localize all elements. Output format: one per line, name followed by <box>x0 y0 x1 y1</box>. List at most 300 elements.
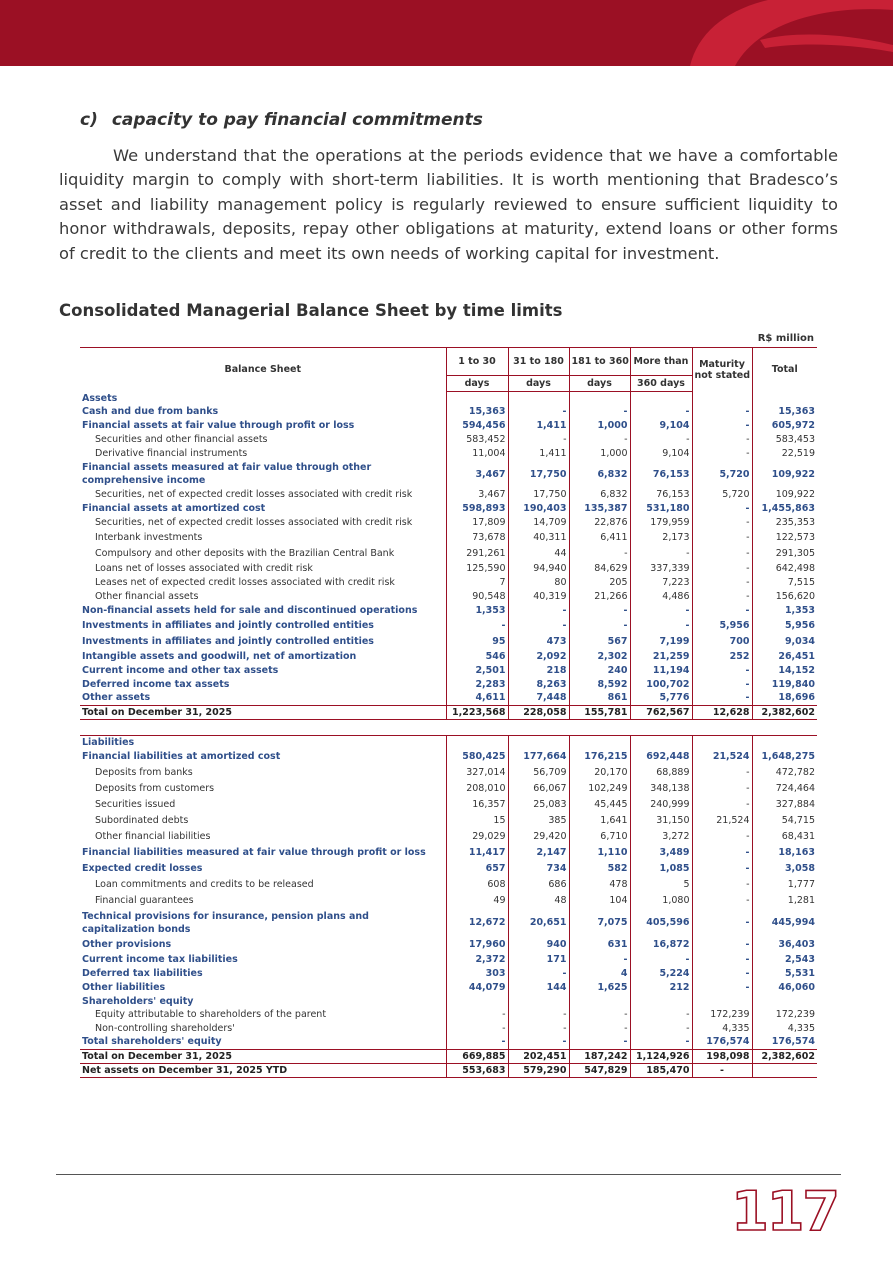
row-value: 40,311 <box>508 530 569 546</box>
unit-label: R$ million <box>757 333 814 344</box>
row-value: - <box>508 1035 569 1049</box>
row-value: - <box>446 1021 508 1035</box>
row-value: 235,353 <box>752 516 817 530</box>
row-value: 18,696 <box>752 691 817 705</box>
row-value: 109,922 <box>752 488 817 502</box>
row-value: - <box>692 937 752 953</box>
row-value: 20,651 <box>508 909 569 937</box>
row-value: 2,382,602 <box>752 1049 817 1063</box>
row-value: 7,515 <box>752 575 817 589</box>
row-value: 94,940 <box>508 562 569 576</box>
row-value: 579,290 <box>508 1063 569 1077</box>
table-row <box>80 877 817 893</box>
row-value <box>630 736 692 749</box>
row-value: 1,353 <box>446 603 508 617</box>
row-value: 1,223,568 <box>446 705 508 719</box>
header-maturity: Maturity not stated <box>692 348 752 392</box>
row-value: 4,486 <box>630 589 692 603</box>
row-value: - <box>692 677 752 691</box>
row-value: - <box>630 1021 692 1035</box>
row-value: - <box>692 781 752 797</box>
row-label: Technical provisions for insurance, pension plans and capitalization bonds <box>82 910 369 935</box>
table-row <box>80 460 817 488</box>
row-value: 177,664 <box>508 749 569 765</box>
row-label: Deposits from customers <box>95 783 215 794</box>
row-value: 8,263 <box>508 677 569 691</box>
header-days-3: days <box>569 376 630 392</box>
row-label: Equity attributable to shareholders of the parent <box>95 1008 327 1020</box>
header-balance-sheet: Balance Sheet <box>80 348 446 392</box>
row-value: 5,720 <box>692 460 752 488</box>
row-value: - <box>569 953 630 967</box>
table-row <box>80 1021 817 1035</box>
row-value: 3,058 <box>752 861 817 877</box>
row-value: - <box>630 546 692 562</box>
row-value: 17,809 <box>446 516 508 530</box>
table-row <box>80 861 817 877</box>
table-row <box>80 953 817 967</box>
row-label: Other assets <box>82 692 151 704</box>
row-value: - <box>630 953 692 967</box>
row-value: 179,959 <box>630 516 692 530</box>
row-value: - <box>692 405 752 419</box>
row-value: 95 <box>446 633 508 649</box>
table-row <box>80 691 817 705</box>
row-value: 1,281 <box>752 893 817 909</box>
table-row <box>80 829 817 845</box>
row-value: 155,781 <box>569 705 630 719</box>
row-value <box>508 995 569 1008</box>
table-row <box>80 705 817 719</box>
row-value: 1,353 <box>752 603 817 617</box>
row-value: 104 <box>569 893 630 909</box>
row-value: 76,153 <box>630 460 692 488</box>
row-label: Leases net of expected credit losses associated with credit risk <box>95 576 395 588</box>
row-value: 478 <box>569 877 630 893</box>
row-value: 5,720 <box>692 488 752 502</box>
row-value: - <box>692 909 752 937</box>
row-value: 26,451 <box>752 649 817 663</box>
row-value: 3,489 <box>630 845 692 861</box>
row-value: 15,363 <box>752 405 817 419</box>
row-value: - <box>569 1035 630 1049</box>
row-label: Financial assets at amortized cost <box>82 503 266 515</box>
row-label: Non-controlling shareholders' <box>95 1022 235 1034</box>
row-value: - <box>569 1008 630 1022</box>
row-label: Expected credit losses <box>82 863 203 874</box>
row-value: 190,403 <box>508 502 569 516</box>
row-value: 861 <box>569 691 630 705</box>
row-value: - <box>692 967 752 981</box>
row-value: 15,363 <box>446 405 508 419</box>
row-value <box>508 392 569 405</box>
row-value: 187,242 <box>569 1049 630 1063</box>
row-value: 2,092 <box>508 649 569 663</box>
row-value: - <box>692 546 752 562</box>
row-value <box>752 392 817 405</box>
row-value: 1,124,926 <box>630 1049 692 1063</box>
row-value: 531,180 <box>630 502 692 516</box>
row-value: 5,956 <box>752 617 817 633</box>
row-value: 9,104 <box>630 419 692 433</box>
row-label: Current income tax liabilities <box>82 954 238 965</box>
row-value: 125,590 <box>446 562 508 576</box>
row-value: - <box>692 589 752 603</box>
row-label: Financial assets measured at fair value through other comprehensive income <box>82 462 372 487</box>
header-banner <box>0 0 893 66</box>
row-value: - <box>446 1035 508 1049</box>
row-value: 605,972 <box>752 419 817 433</box>
table-row <box>80 546 817 562</box>
row-value: 90,548 <box>446 589 508 603</box>
table-row <box>80 663 817 677</box>
row-label: Financial assets at fair value through profit or loss <box>82 420 355 431</box>
row-value: 66,067 <box>508 781 569 797</box>
row-value: 156,620 <box>752 589 817 603</box>
row-value: - <box>569 1021 630 1035</box>
row-value: 598,893 <box>446 502 508 516</box>
row-value: 122,573 <box>752 530 817 546</box>
row-value: - <box>692 691 752 705</box>
row-value: 84,629 <box>569 562 630 576</box>
row-value: 1,455,863 <box>752 502 817 516</box>
header-181-360: 181 to 360 <box>569 348 630 376</box>
row-value: 14,709 <box>508 516 569 530</box>
heading-text: capacity to pay financial commitments <box>111 110 483 130</box>
body-paragraph: We understand that the operations at the periods evidence that we have a comfortable liquidity margin to comply with short-term liabilities. It is worth mentioning that Bradesco’s asset and liability management policy is regularly reviewed to ensure sufficient liquidity to honor withdrawals, deposits, repay other obligations at maturity, extend loans or other forms of credit to the clients and meet its own needs of working capital for investment. <box>59 146 838 263</box>
row-value: 22,519 <box>752 446 817 460</box>
table-row <box>80 937 817 953</box>
row-value: 1,777 <box>752 877 817 893</box>
row-label: Financial liabilities measured at fair value through profit or loss <box>82 847 426 858</box>
row-value: 473 <box>508 633 569 649</box>
row-value: 4 <box>569 967 630 981</box>
footer-divider <box>56 1174 841 1175</box>
row-value <box>752 1063 817 1077</box>
row-value: 642,498 <box>752 562 817 576</box>
row-label: Cash and due from banks <box>82 406 219 417</box>
row-value: 49 <box>446 893 508 909</box>
row-value: 202,451 <box>508 1049 569 1063</box>
row-value: - <box>692 845 752 861</box>
row-value: 2,147 <box>508 845 569 861</box>
row-value: 14,152 <box>752 663 817 677</box>
row-value: 1,648,275 <box>752 749 817 765</box>
row-value: 20,170 <box>569 765 630 781</box>
row-label: Assets <box>82 392 118 404</box>
row-value <box>508 736 569 749</box>
row-value: - <box>508 603 569 617</box>
row-value: 212 <box>630 981 692 995</box>
table-row <box>80 797 817 813</box>
row-label: Deferred tax liabilities <box>82 968 203 979</box>
row-value: - <box>508 1008 569 1022</box>
row-value: 2,382,602 <box>752 705 817 719</box>
row-value <box>752 995 817 1008</box>
row-value: 5,224 <box>630 967 692 981</box>
row-value: 100,702 <box>630 677 692 691</box>
table-row <box>80 765 817 781</box>
row-value: 7,199 <box>630 633 692 649</box>
row-label: Subordinated debts <box>95 815 189 826</box>
row-label: Shareholders' equity <box>82 995 194 1007</box>
row-value: 9,034 <box>752 633 817 649</box>
row-value: 109,922 <box>752 460 817 488</box>
assets-table <box>80 347 817 720</box>
row-value: - <box>630 1008 692 1022</box>
row-value: 76,153 <box>630 488 692 502</box>
row-value: - <box>692 502 752 516</box>
row-value: 208,010 <box>446 781 508 797</box>
row-value: 22,876 <box>569 516 630 530</box>
row-value: 567 <box>569 633 630 649</box>
row-label: Securities, net of expected credit losses associated with credit risk <box>95 489 413 501</box>
row-value: 21,524 <box>692 813 752 829</box>
row-value: - <box>446 617 508 633</box>
table-row <box>80 813 817 829</box>
row-value: - <box>692 953 752 967</box>
row-value: - <box>692 981 752 995</box>
row-value: 15 <box>446 813 508 829</box>
row-value: 176,215 <box>569 749 630 765</box>
row-value: - <box>569 433 630 447</box>
row-value: 46,060 <box>752 981 817 995</box>
table-row <box>80 392 817 405</box>
row-value: 68,889 <box>630 765 692 781</box>
row-value: - <box>508 433 569 447</box>
row-value: 218 <box>508 663 569 677</box>
row-value: - <box>692 1063 752 1077</box>
table-row <box>80 909 817 937</box>
row-label: Net assets on December 31, 2025 YTD <box>80 1063 446 1077</box>
table-row <box>80 562 817 576</box>
header-31-180: 31 to 180 <box>508 348 569 376</box>
row-value: 7,075 <box>569 909 630 937</box>
row-value: 21,259 <box>630 649 692 663</box>
row-value: 54,715 <box>752 813 817 829</box>
row-value: - <box>630 603 692 617</box>
row-value: 580,425 <box>446 749 508 765</box>
row-value: 172,239 <box>692 1008 752 1022</box>
row-value: 2,173 <box>630 530 692 546</box>
row-value <box>630 392 692 405</box>
row-label: Other liabilities <box>82 982 166 993</box>
row-value: 327,014 <box>446 765 508 781</box>
table-row <box>80 530 817 546</box>
row-value: 7 <box>446 575 508 589</box>
row-value: 48 <box>508 893 569 909</box>
row-value: 11,004 <box>446 446 508 460</box>
row-value: 21,266 <box>569 589 630 603</box>
section-heading <box>80 110 483 130</box>
row-value: 3,272 <box>630 829 692 845</box>
row-value: 337,339 <box>630 562 692 576</box>
row-value: 6,411 <box>569 530 630 546</box>
row-value: - <box>508 617 569 633</box>
row-value: 17,750 <box>508 488 569 502</box>
table-row <box>80 893 817 909</box>
row-value: 7,223 <box>630 575 692 589</box>
row-label: Total on December 31, 2025 <box>80 1049 446 1063</box>
page-number: 117 <box>731 1180 838 1243</box>
row-value: 1,080 <box>630 893 692 909</box>
row-value: 252 <box>692 649 752 663</box>
row-value: - <box>630 617 692 633</box>
table-row <box>80 967 817 981</box>
row-value: - <box>508 1021 569 1035</box>
row-value: - <box>692 575 752 589</box>
row-value: 44,079 <box>446 981 508 995</box>
table-row <box>80 845 817 861</box>
row-value: 724,464 <box>752 781 817 797</box>
row-value: 692,448 <box>630 749 692 765</box>
row-label: Securities, net of expected credit losses associated with credit risk <box>95 517 413 529</box>
row-value: 68,431 <box>752 829 817 845</box>
row-label: Financial liabilities at amortized cost <box>82 751 281 762</box>
row-value: 4,335 <box>692 1021 752 1035</box>
row-value: - <box>630 1035 692 1049</box>
row-value: 2,302 <box>569 649 630 663</box>
row-label: Compulsory and other deposits with the Brazilian Central Bank <box>95 548 395 560</box>
row-value: 119,840 <box>752 677 817 691</box>
row-label: Intangible assets and goodwill, net of amortization <box>82 650 357 662</box>
row-value: - <box>569 405 630 419</box>
row-value: 686 <box>508 877 569 893</box>
row-value: - <box>692 516 752 530</box>
row-value: 45,445 <box>569 797 630 813</box>
row-label: Total shareholders' equity <box>82 1036 222 1048</box>
row-value: 657 <box>446 861 508 877</box>
row-value: 762,567 <box>630 705 692 719</box>
row-value: 172,239 <box>752 1008 817 1022</box>
table-row <box>80 633 817 649</box>
row-value: 44 <box>508 546 569 562</box>
row-label: Derivative financial instruments <box>95 447 248 459</box>
row-value: - <box>692 765 752 781</box>
row-value: 198,098 <box>692 1049 752 1063</box>
row-label: Other financial liabilities <box>95 831 211 842</box>
table-row <box>80 419 817 433</box>
row-value: 385 <box>508 813 569 829</box>
row-value: - <box>508 405 569 419</box>
row-value: 348,138 <box>630 781 692 797</box>
row-value: 291,305 <box>752 546 817 562</box>
table-row <box>80 405 817 419</box>
row-value: 12,672 <box>446 909 508 937</box>
table-row <box>80 446 817 460</box>
row-value: 6,832 <box>569 460 630 488</box>
row-value: 16,872 <box>630 937 692 953</box>
table-row <box>80 516 817 530</box>
row-value: 21,524 <box>692 749 752 765</box>
row-value: 291,261 <box>446 546 508 562</box>
row-value: - <box>630 433 692 447</box>
row-value <box>630 995 692 1008</box>
row-label: Investments in affiliates and jointly controlled entities <box>82 635 374 647</box>
row-value: 583,453 <box>752 433 817 447</box>
row-value: 5,776 <box>630 691 692 705</box>
row-value: - <box>692 446 752 460</box>
row-value: 405,596 <box>630 909 692 937</box>
row-value <box>569 995 630 1008</box>
header-1-30: 1 to 30 <box>446 348 508 376</box>
row-value <box>569 392 630 405</box>
row-label: Other provisions <box>82 939 172 950</box>
row-label: Current income and other tax assets <box>82 664 279 676</box>
table-title: Consolidated Managerial Balance Sheet by time limits <box>59 301 563 320</box>
row-value: 6,710 <box>569 829 630 845</box>
row-value: 240 <box>569 663 630 677</box>
row-value: 8,592 <box>569 677 630 691</box>
row-value: 171 <box>508 953 569 967</box>
table-row <box>80 502 817 516</box>
row-value: 73,678 <box>446 530 508 546</box>
row-label: Interbank investments <box>95 532 203 544</box>
table-row <box>80 781 817 797</box>
header-total: Total <box>752 348 817 392</box>
row-value <box>446 995 508 1008</box>
row-value: 940 <box>508 937 569 953</box>
row-value: 185,470 <box>630 1063 692 1077</box>
row-value: - <box>569 617 630 633</box>
row-label: Loans net of losses associated with credit risk <box>95 563 313 575</box>
header-more-than: More than <box>630 348 692 376</box>
row-value: - <box>692 603 752 617</box>
row-label: Financial guarantees <box>95 895 194 906</box>
row-value: - <box>569 603 630 617</box>
row-value: 1,641 <box>569 813 630 829</box>
row-value: 1,411 <box>508 446 569 460</box>
table-row <box>80 677 817 691</box>
row-value: - <box>692 877 752 893</box>
row-value: 144 <box>508 981 569 995</box>
row-value: 5,956 <box>692 617 752 633</box>
row-value: 17,960 <box>446 937 508 953</box>
row-value: 582 <box>569 861 630 877</box>
row-label: Liabilities <box>82 736 135 748</box>
row-value: 25,083 <box>508 797 569 813</box>
row-value <box>446 392 508 405</box>
row-value: - <box>692 861 752 877</box>
row-value: - <box>692 829 752 845</box>
row-value: 472,782 <box>752 765 817 781</box>
table-row <box>80 1008 817 1022</box>
row-value <box>569 736 630 749</box>
brand-swoosh-icon <box>0 0 893 66</box>
table-row <box>80 488 817 502</box>
row-value: 1,000 <box>569 419 630 433</box>
row-value: 7,448 <box>508 691 569 705</box>
row-value: 547,829 <box>569 1063 630 1077</box>
row-value: 2,283 <box>446 677 508 691</box>
row-value: - <box>692 530 752 546</box>
row-value: 29,420 <box>508 829 569 845</box>
table-row <box>80 603 817 617</box>
row-value: - <box>692 419 752 433</box>
row-value: 16,357 <box>446 797 508 813</box>
row-label: Investments in affiliates and jointly controlled entities <box>82 619 374 631</box>
table-row <box>80 617 817 633</box>
row-value: 240,999 <box>630 797 692 813</box>
row-label: Total on December 31, 2025 <box>80 705 446 719</box>
row-value: 631 <box>569 937 630 953</box>
row-value: 2,501 <box>446 663 508 677</box>
row-value <box>692 736 752 749</box>
row-value: 135,387 <box>569 502 630 516</box>
row-value: 31,150 <box>630 813 692 829</box>
row-value: - <box>508 967 569 981</box>
row-value: 12,628 <box>692 705 752 719</box>
